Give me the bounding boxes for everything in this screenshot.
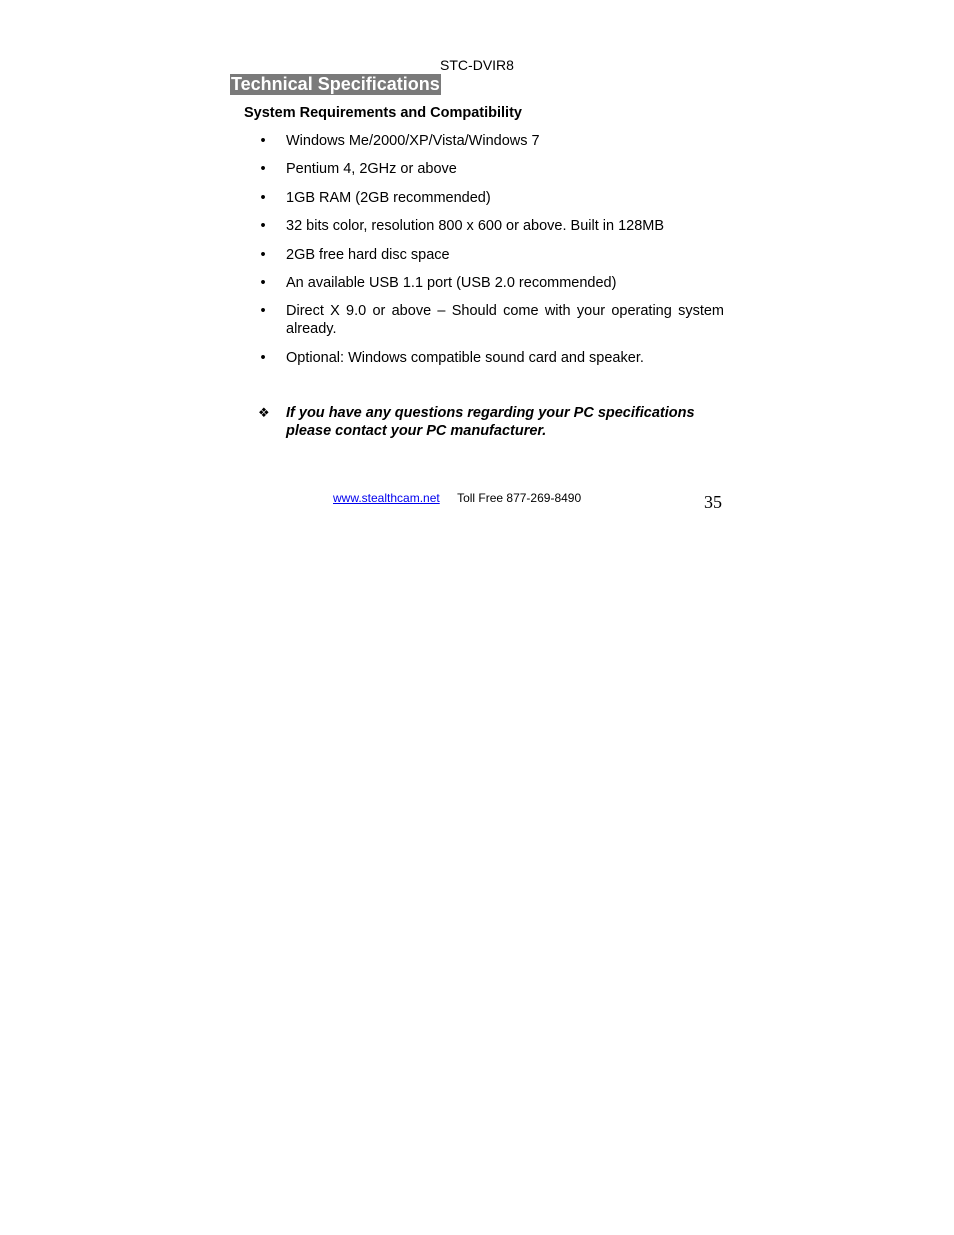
bullet-icon: • xyxy=(260,189,266,206)
list-item xyxy=(256,160,724,178)
list-item xyxy=(256,302,724,338)
bullet-icon: • xyxy=(260,218,266,235)
toll-free-number: Toll Free 877-269-8490 xyxy=(457,491,582,505)
section-title: Technical Specifications xyxy=(231,74,440,94)
note-text: If you have any questions regarding your PC specifications please contact your PC manufacturer. xyxy=(286,405,695,439)
list-item-text: An available USB 1.1 port (USB 2.0 recommended) xyxy=(286,274,617,291)
list-item-text: 2GB free hard disc space xyxy=(286,246,450,263)
document-model-header: STC-DVIR8 xyxy=(440,57,514,73)
page-footer xyxy=(333,490,581,506)
list-item-text: 1GB RAM (2GB recommended) xyxy=(286,189,491,206)
bullet-icon: • xyxy=(260,303,266,320)
page-number: 35 xyxy=(704,492,722,512)
section-subtitle: System Requirements and Compatibility xyxy=(244,105,522,121)
list-item xyxy=(256,349,724,367)
list-item xyxy=(256,189,724,207)
bullet-icon: • xyxy=(260,133,266,149)
list-item xyxy=(256,132,724,150)
bullet-icon: • xyxy=(260,246,266,263)
requirements-list xyxy=(256,132,724,377)
list-item-text: Direct X 9.0 or above – Should come with your operating system already. xyxy=(286,303,724,338)
website-link[interactable]: www.stealthcam.net xyxy=(333,491,440,505)
list-item xyxy=(256,274,724,292)
bullet-icon: • xyxy=(260,274,266,291)
list-item-text: Pentium 4, 2GHz or above xyxy=(286,161,457,178)
bullet-icon: • xyxy=(260,349,266,366)
bullet-icon: • xyxy=(260,161,266,178)
diamond-bullet-icon: ❖ xyxy=(258,405,270,420)
list-item-text: 32 bits color, resolution 800 x 600 or above. Built in 128MB xyxy=(286,218,665,235)
list-item xyxy=(256,217,724,235)
list-item xyxy=(256,246,724,264)
pc-spec-note xyxy=(256,404,726,440)
list-item-text: Optional: Windows compatible sound card and speaker. xyxy=(286,349,644,366)
list-item-text: Windows Me/2000/XP/Vista/Windows 7 xyxy=(286,133,540,149)
section-title-wrapper xyxy=(230,74,441,95)
